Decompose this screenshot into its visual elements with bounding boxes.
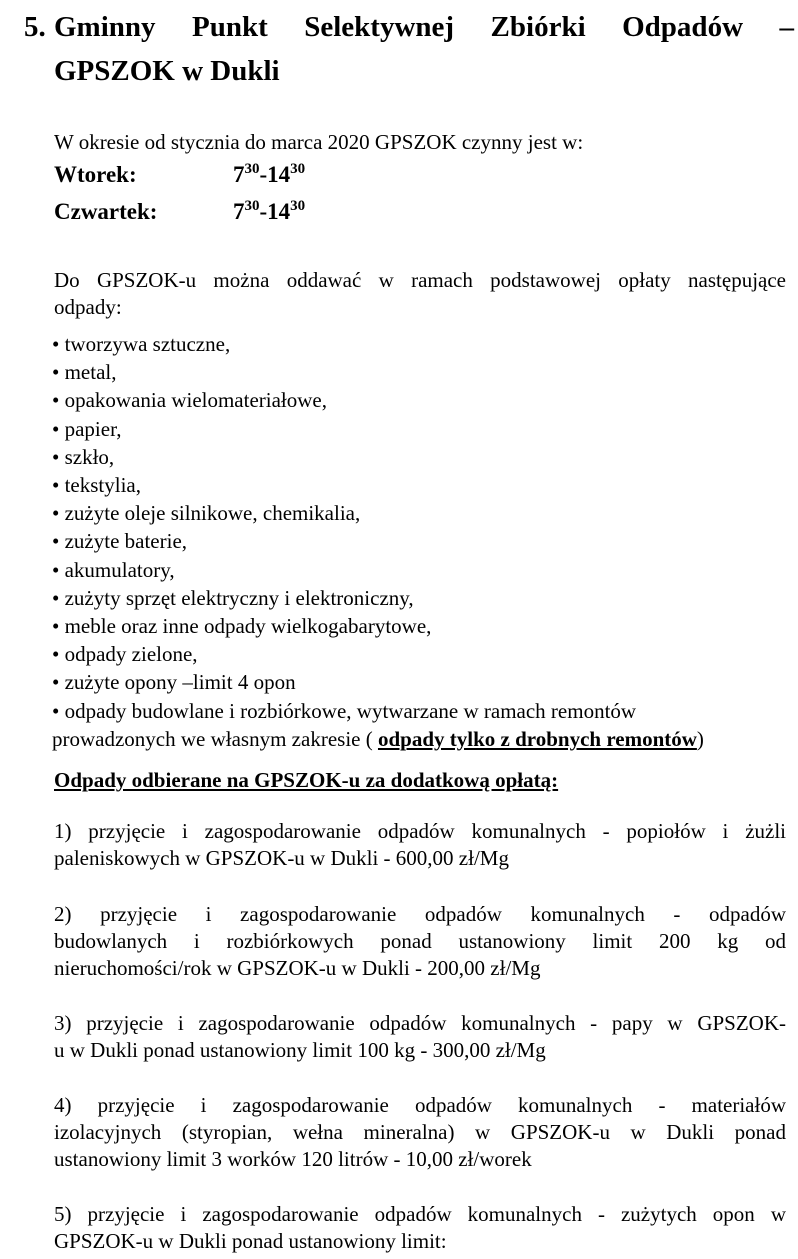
section-title-line-2: GPSZOK w Dukli — [54, 55, 280, 87]
list-item: • tekstylia, — [52, 473, 142, 498]
list-item-continuation: prowadzonych we własnym zakresie ( odpady tylko z drobnych remontów) — [52, 726, 704, 751]
paragraph-line: budowlanych i rozbiórkowych ponad ustanowiony limit 200 kg od — [54, 929, 786, 953]
paragraph-line: 3) przyjęcie i zagospodarowanie odpadów komunalnych - papy w GPSZOK- — [54, 1011, 786, 1035]
list-item: • zużyty sprzęt elektryczny i elektroniczny, — [52, 585, 414, 610]
list-item: • tworzywa sztuczne, — [52, 332, 231, 356]
paragraph-line: 4) przyjęcie i zagospodarowanie odpadów komunalnych - materiałów — [54, 1093, 786, 1117]
list-item: • zużyte baterie, — [52, 529, 188, 554]
paragraph-line: izolacyjnych (styropian, wełna mineralna) w GPSZOK-u w Dukli ponad — [54, 1120, 786, 1144]
fee-item-4 — [54, 1092, 786, 1173]
paragraph-line: 5) przyjęcie i zagospodarowanie odpadów komunalnych - zużytych opon w — [54, 1202, 786, 1226]
paragraph-line: 1) przyjęcie i zagospodarowanie odpadów komunalnych - popiołów i żużli — [54, 819, 786, 843]
paragraph-line: Do GPSZOK-u można oddawać w ramach podstawowej opłaty następujące — [54, 268, 786, 292]
list-item: • papier, — [52, 416, 122, 441]
list-item: • opakowania wielomateriałowe, — [52, 388, 327, 413]
list-item: • odpady budowlane i rozbiórkowe, wytwarzane w ramach remontów — [52, 698, 637, 723]
accepted-waste-list — [52, 330, 792, 753]
list-item: • szkło, — [52, 444, 115, 469]
fee-item-3 — [54, 1010, 786, 1064]
paragraph-line: u w Dukli ponad ustanowiony limit 100 kg - 300,00 zł/Mg — [54, 1038, 546, 1062]
list-item: • odpady zielone, — [52, 642, 198, 667]
accepted-waste-intro — [54, 267, 786, 321]
fee-item-2 — [54, 901, 786, 982]
paragraph-line: GPSZOK-u w Dukli ponad ustanowiony limit: — [54, 1229, 447, 1253]
list-item: • akumulatory, — [52, 557, 175, 582]
list-item: • metal, — [52, 360, 117, 385]
paragraph-line: nieruchomości/rok w GPSZOK-u w Dukli - 200,00 zł/Mg — [54, 956, 541, 980]
day-label: Wtorek: — [54, 162, 137, 187]
list-item: • meble oraz inne odpady wielkogabarytowe, — [52, 614, 432, 639]
time-range: $7^{30}-14^{30}$ — [233, 198, 306, 224]
list-item: • zużyte opony –limit 4 opon — [52, 670, 296, 695]
opening-period-text: W okresie od stycznia do marca 2020 GPSZOK czynny jest w: — [54, 130, 584, 154]
emphasized-note: odpady tylko z drobnych remontów — [377, 726, 697, 751]
fee-item-5 — [54, 1201, 786, 1255]
day-label: Czwartek: — [54, 199, 158, 224]
section-number: 5. — [24, 11, 46, 43]
fee-item-1 — [54, 818, 786, 872]
paragraph-line: odpady: — [54, 295, 122, 319]
paragraph-line: 2) przyjęcie i zagospodarowanie odpadów komunalnych - odpadów — [54, 902, 786, 926]
paid-waste-heading: Odpady odbierane na GPSZOK-u za dodatkową opłatą: — [54, 768, 559, 792]
time-range: $7^{30}-14^{30}$ — [233, 161, 306, 187]
section-title-line-1: Gminny Punkt Selektywnej Zbiórki Odpadów – — [54, 11, 794, 43]
list-item: • zużyte oleje silnikowe, chemikalia, — [52, 501, 361, 526]
paragraph-line: ustanowiony limit 3 worków 120 litrów - 10,00 zł/worek — [54, 1147, 532, 1171]
paragraph-line: paleniskowych w GPSZOK-u w Dukli - 600,00 zł/Mg — [54, 846, 509, 870]
